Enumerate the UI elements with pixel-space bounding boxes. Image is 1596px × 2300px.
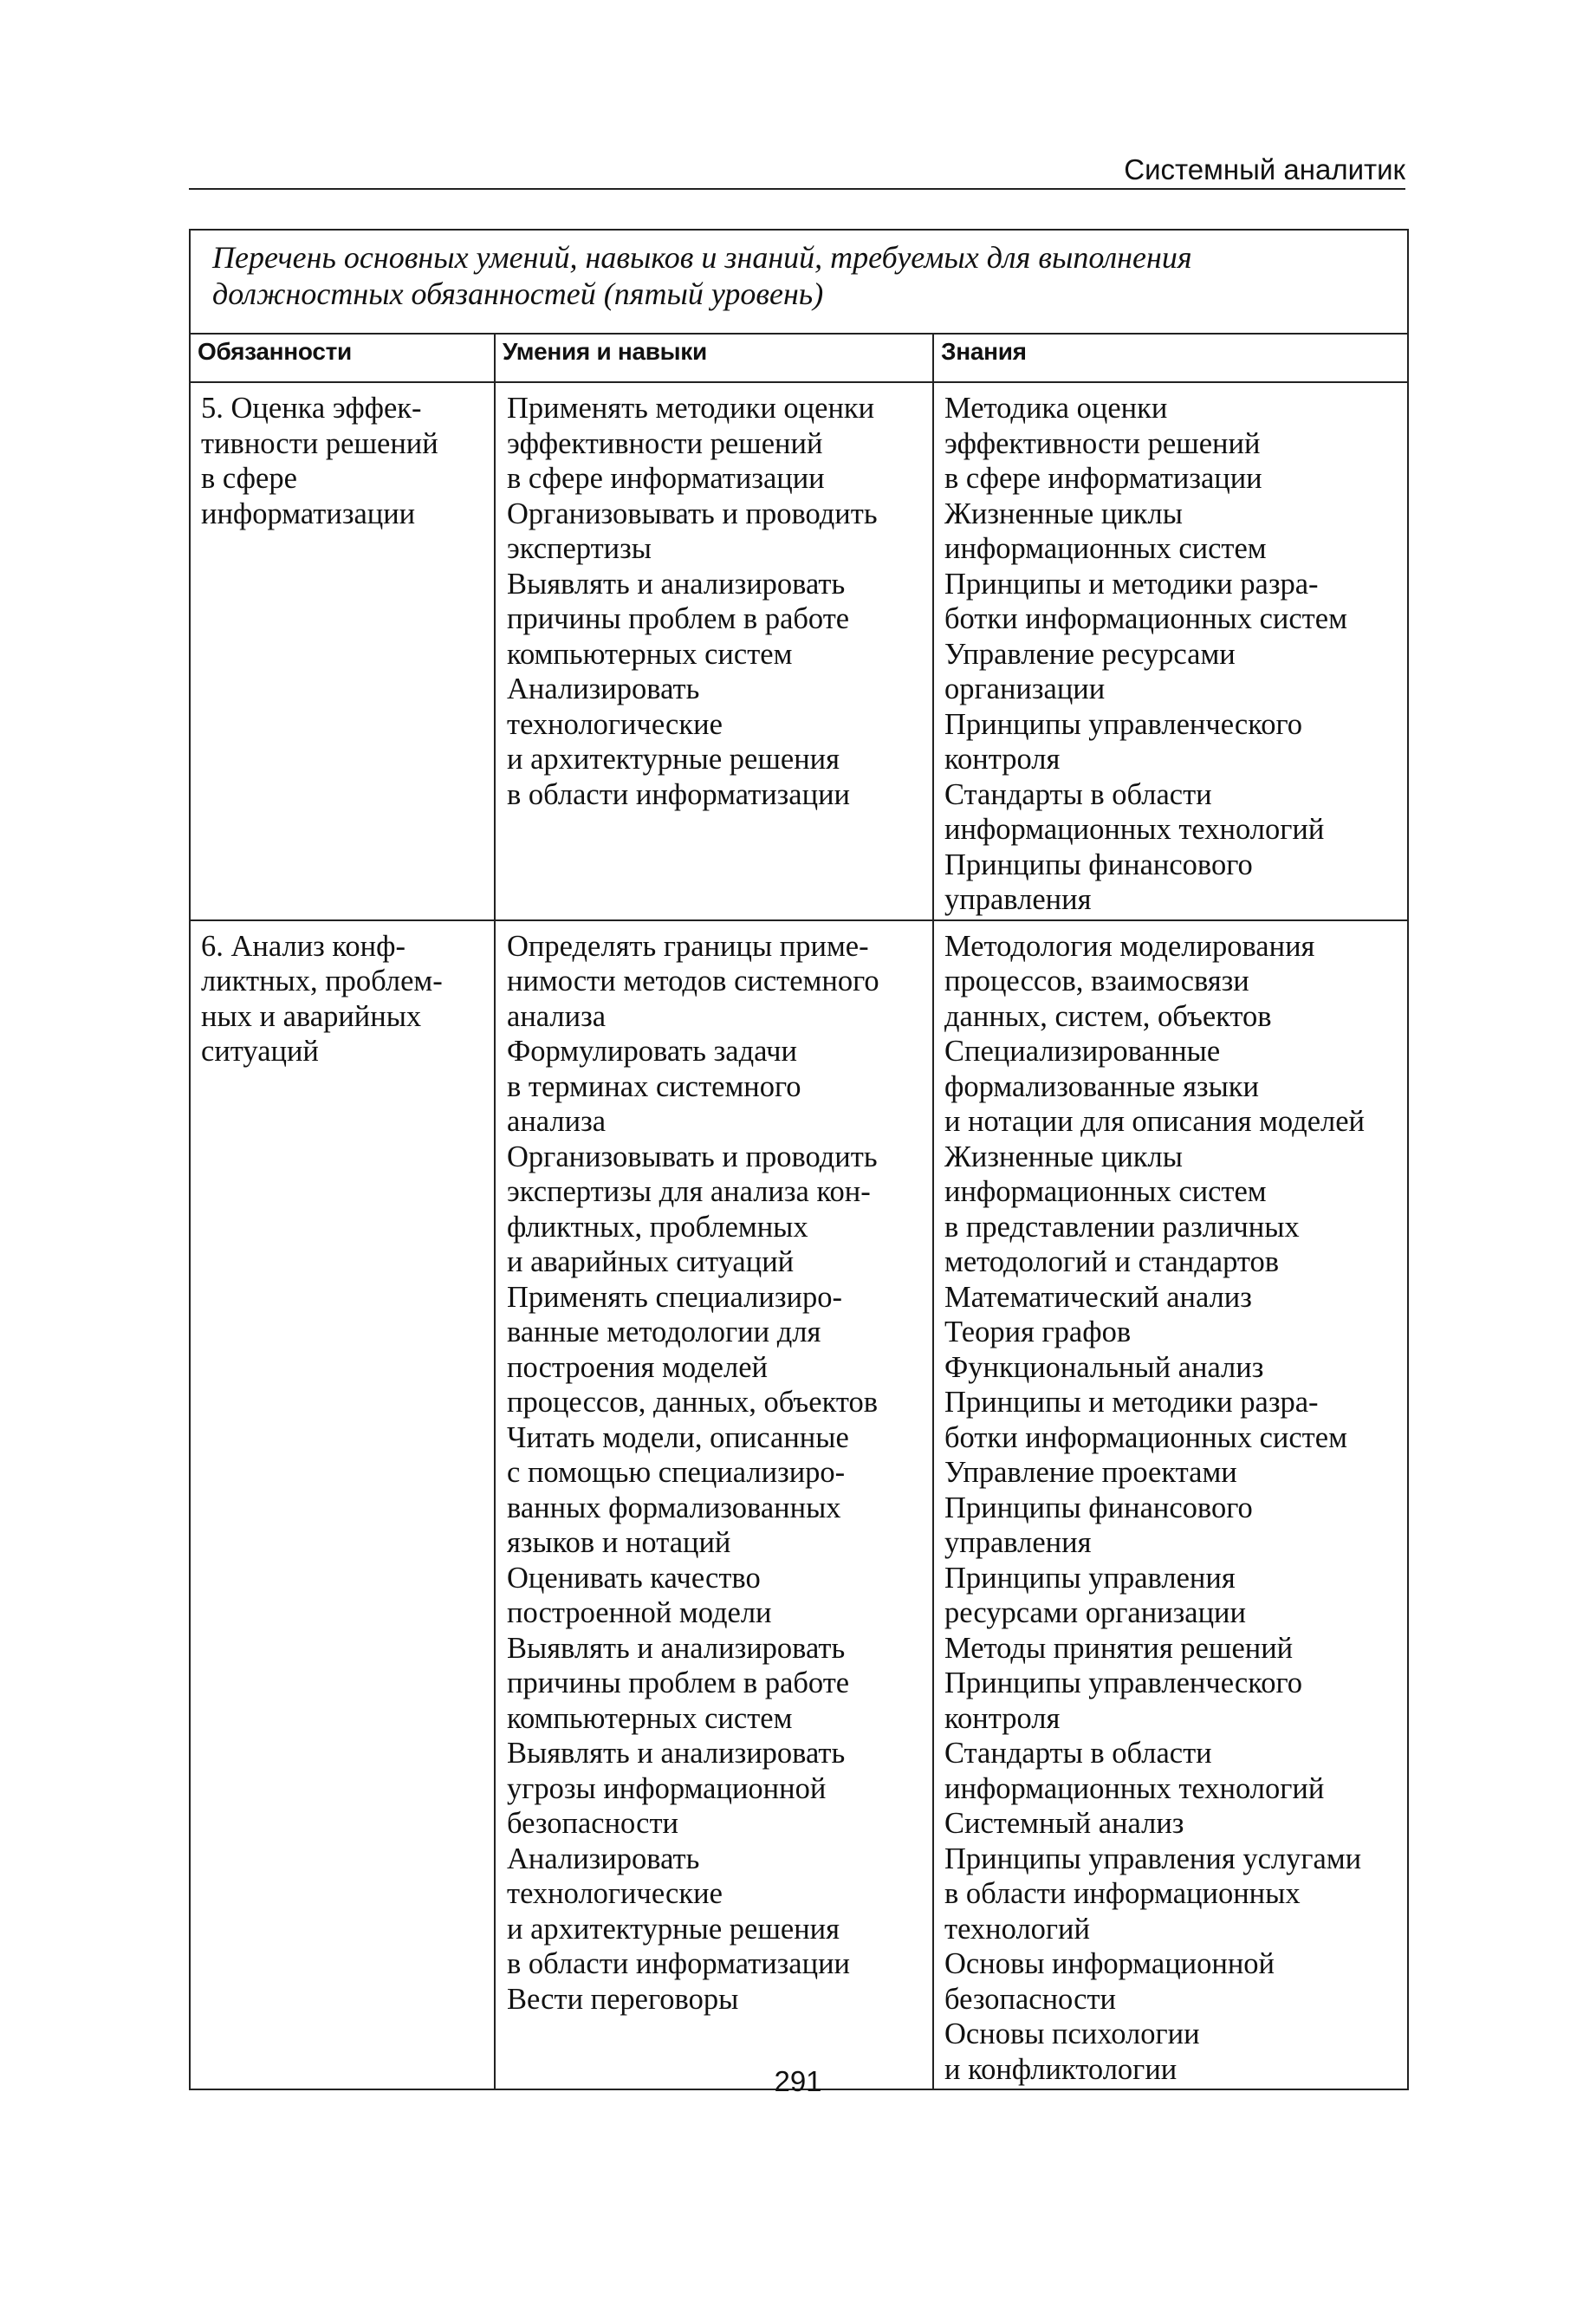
skills-line: нимости методов системного <box>507 965 879 997</box>
duty-cell <box>190 382 495 920</box>
duty-line: ных и аварийных <box>201 999 422 1033</box>
knowledge-line: Методология моделирования <box>944 929 1315 963</box>
knowledge-line: информационных технологий <box>944 1771 1325 1805</box>
knowledge-line: ресурсами организации <box>944 1596 1246 1629</box>
skills-line: ванных формализованных <box>507 1491 841 1524</box>
knowledge-line: управления <box>944 883 1092 916</box>
skills-line: Выявлять и анализировать <box>507 567 846 601</box>
skills-line: Читать модели, описанные <box>507 1420 849 1454</box>
skills-cell <box>495 382 933 920</box>
knowledge-line: контроля <box>944 743 1061 776</box>
knowledge-line: Специализированные <box>944 1035 1221 1068</box>
knowledge-line: контроля <box>944 1701 1061 1735</box>
skills-line: Анализировать <box>507 672 700 705</box>
skills-line: экспертизы для анализа кон- <box>507 1175 871 1208</box>
skills-line: угрозы информационной <box>507 1771 827 1805</box>
table-caption <box>190 230 1408 334</box>
knowledge-line: управления <box>944 1526 1092 1559</box>
knowledge-line: технологий <box>944 1912 1090 1946</box>
skills-line: в сфере информатизации <box>507 462 825 495</box>
knowledge-line: Управление проектами <box>944 1456 1237 1489</box>
knowledge-line: Теория графов <box>944 1316 1132 1348</box>
header-rule <box>189 188 1405 190</box>
running-header: Системный аналитик <box>1124 153 1405 185</box>
skills-line: Выявлять и анализировать <box>507 1631 846 1665</box>
skills-line: построения моделей <box>507 1350 768 1384</box>
knowledge-line: в сфере информатизации <box>944 462 1262 495</box>
skills-line: компьютерных систем <box>507 637 793 671</box>
knowledge-line: Принципы управленческого <box>944 1667 1303 1699</box>
knowledge-line: Основы психологии <box>944 2017 1200 2050</box>
knowledge-line: Принципы управления услугами <box>944 1842 1362 1875</box>
skills-line: Организовывать и проводить <box>507 1140 878 1173</box>
skills-line: Оценивать качество <box>507 1561 761 1595</box>
knowledge-line: организации <box>944 672 1106 705</box>
skills-line: Анализировать <box>507 1842 700 1875</box>
caption-line: должностных обязанностей (пятый уровень) <box>212 276 824 311</box>
skills-table <box>189 229 1409 2090</box>
table-row <box>190 382 1408 920</box>
skills-line: Формулировать задачи <box>507 1035 797 1068</box>
skills-line: анализа <box>507 999 607 1033</box>
skills-line: Определять границы приме- <box>507 929 869 963</box>
caption-line: Перечень основных умений, навыков и знаний, требуемых для выполнения <box>212 240 1192 275</box>
knowledge-line: информационных систем <box>944 1175 1267 1208</box>
knowledge-line: Принципы и методики разра- <box>944 567 1319 601</box>
knowledge-line: Управление ресурсами <box>944 637 1236 671</box>
skills-cell <box>495 920 933 2090</box>
knowledge-line: и конфликтологии <box>944 2052 1178 2086</box>
skills-line: причины проблем в работе <box>507 602 850 635</box>
knowledge-line: безопасности <box>944 1982 1117 2016</box>
knowledge-line: эффективности решений <box>944 426 1261 460</box>
skills-line: в области информатизации <box>507 777 851 811</box>
knowledge-line: данных, систем, объектов <box>944 999 1272 1033</box>
table-row <box>190 920 1408 2090</box>
knowledge-line: Жизненные циклы <box>944 497 1183 530</box>
skills-line: эффективности решений <box>507 426 823 460</box>
knowledge-line: Принципы финансового <box>944 1491 1253 1524</box>
knowledge-line: Методика оценки <box>944 392 1168 425</box>
knowledge-line: процессов, взаимосвязи <box>944 965 1249 997</box>
duty-line: ликтных, проблем- <box>201 965 443 997</box>
duty-line: в сфере <box>201 462 297 495</box>
knowledge-line: в области информационных <box>944 1877 1301 1910</box>
knowledge-line: в представлении различных <box>944 1210 1300 1244</box>
knowledge-line: информационных систем <box>944 532 1267 565</box>
knowledge-line: Стандарты в области <box>944 1737 1212 1770</box>
skills-line: фликтных, проблемных <box>507 1210 808 1244</box>
skills-line: технологические <box>507 707 723 741</box>
duty-line: информатизации <box>201 497 416 530</box>
knowledge-line: Функциональный анализ <box>944 1350 1264 1384</box>
page-number: 291 <box>774 2065 822 2097</box>
knowledge-line: Основы информационной <box>944 1947 1275 1980</box>
skills-line: компьютерных систем <box>507 1701 793 1735</box>
skills-line: процессов, данных, объектов <box>507 1386 879 1419</box>
skills-line: языков и нотаций <box>507 1526 731 1559</box>
knowledge-line: ботки информационных систем <box>944 602 1347 635</box>
column-header-duties: Обязанности <box>190 334 495 382</box>
skills-line: ванные методологии для <box>507 1316 821 1348</box>
skills-line: анализа <box>507 1105 607 1138</box>
skills-line: Вести переговоры <box>507 1982 739 2016</box>
knowledge-line: методологий и стандартов <box>944 1245 1280 1278</box>
skills-line: и архитектурные решения <box>507 1912 840 1946</box>
knowledge-line: Принципы финансового <box>944 848 1253 881</box>
column-header-row <box>190 334 1408 382</box>
knowledge-line: ботки информационных систем <box>944 1420 1347 1454</box>
duty-cell <box>190 920 495 2090</box>
column-header-knowledge: Знания <box>933 334 1408 382</box>
knowledge-line: и нотации для описания моделей <box>944 1105 1366 1138</box>
knowledge-line: Принципы и методики разра- <box>944 1386 1319 1419</box>
skills-line: Применять методики оценки <box>507 392 875 425</box>
knowledge-line: Жизненные циклы <box>944 1140 1183 1173</box>
knowledge-line: Методы принятия решений <box>944 1631 1294 1665</box>
knowledge-line: Математический анализ <box>944 1280 1252 1314</box>
knowledge-cell <box>933 920 1408 2090</box>
skills-line: технологические <box>507 1877 723 1910</box>
knowledge-line: формализованные языки <box>944 1069 1259 1103</box>
skills-line: и архитектурные решения <box>507 743 840 776</box>
skills-line: в области информатизации <box>507 1947 851 1980</box>
knowledge-line: Принципы управленческого <box>944 707 1303 741</box>
skills-line: экспертизы <box>507 532 652 565</box>
column-header-skills: Умения и навыки <box>495 334 933 382</box>
skills-line: построенной модели <box>507 1596 772 1629</box>
knowledge-cell <box>933 382 1408 920</box>
skills-line: и аварийных ситуаций <box>507 1245 795 1278</box>
skills-line: в терминах системного <box>507 1069 801 1103</box>
skills-line: с помощью специализиро- <box>507 1456 846 1489</box>
skills-line: причины проблем в работе <box>507 1667 850 1699</box>
skills-line: Применять специализиро- <box>507 1280 842 1314</box>
skills-line: Выявлять и анализировать <box>507 1737 846 1770</box>
knowledge-line: информационных технологий <box>944 813 1325 846</box>
duty-line: ситуаций <box>201 1035 319 1068</box>
duty-line: тивности решений <box>201 426 438 460</box>
knowledge-line: Принципы управления <box>944 1561 1236 1595</box>
skills-line: безопасности <box>507 1807 679 1840</box>
duty-line: 5. Оценка эффек- <box>201 392 422 425</box>
caption-row <box>190 230 1408 334</box>
duty-line: 6. Анализ конф- <box>201 929 405 963</box>
knowledge-line: Стандарты в области <box>944 777 1212 811</box>
skills-line: Организовывать и проводить <box>507 497 878 530</box>
knowledge-line: Системный анализ <box>944 1807 1184 1840</box>
